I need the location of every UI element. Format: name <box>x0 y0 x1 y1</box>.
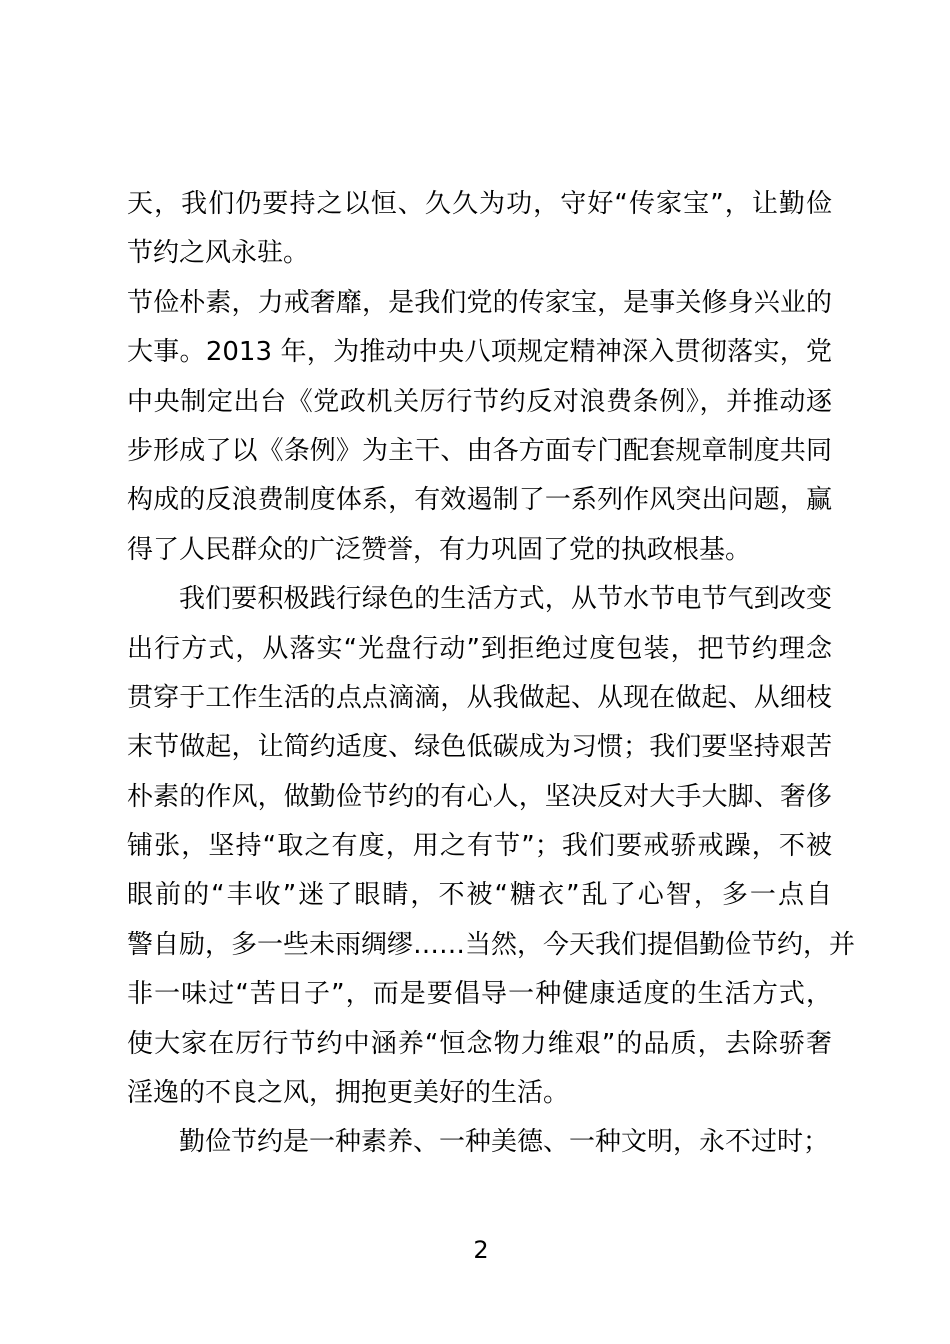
text-line: 中央制定出台《党政机关厉行节约反对浪费条例》，并推动逐 <box>127 386 832 417</box>
page-number-value: 2 <box>473 1236 489 1264</box>
text-line: 使大家在厉行节约中涵养“恒念物力维艰”的品质，去除骄奢 <box>127 1028 832 1059</box>
text-line: 步形成了以《条例》为主干、由各方面专门配套规章制度共同 <box>127 435 832 466</box>
body-text <box>127 180 856 1168</box>
text-line: 得了人民群众的广泛赞誉，有力巩固了党的执政根基。 <box>127 534 752 565</box>
text-line: 淫逸的不良之风，拥抱更美好的生活。 <box>127 1078 570 1109</box>
text-line: 我们要积极践行绿色的生活方式，从节水节电节气到改变 <box>179 584 832 615</box>
text-line: 天，我们仍要持之以恒、久久为功，守好“传家宝”，让勤俭 <box>127 189 832 219</box>
text-line: 勤俭节约是一种素养、一种美德、一种文明，永不过时； <box>179 1127 830 1158</box>
text-line: 朴素的作风，做勤俭节约的有心人，坚决反对大手大脚、奢侈 <box>127 781 832 812</box>
text-line: 节约之风永驻。 <box>127 238 310 269</box>
text-line: 警自励，多一些未雨绸缪……当然，今天我们提倡勤俭节约，并 <box>127 929 856 960</box>
text-line: 大事。2013 年，为推动中央八项规定精神深入贯彻落实，党 <box>127 337 832 368</box>
text-line: 构成的反浪费制度体系，有效遏制了一系列作风突出问题，赢 <box>127 485 832 516</box>
text-line: 铺张，坚持“取之有度，用之有节”；我们要戒骄戒躁，不被 <box>127 831 832 862</box>
text-line: 贯穿于工作生活的点点滴滴，从我做起、从现在做起、从细枝 <box>127 682 832 713</box>
text-line: 眼前的“丰收”迷了眼睛，不被“糖衣”乱了心智，多一点自 <box>127 880 832 911</box>
text-line: 末节做起，让简约适度、绿色低碳成为习惯；我们要坚持艰苦 <box>127 732 832 763</box>
text-line: 非一味过“苦日子”，而是要倡导一种健康适度的生活方式， <box>127 979 832 1010</box>
text-line: 节俭朴素，力戒奢靡，是我们党的传家宝，是事关修身兴业的 <box>127 287 832 318</box>
page-number <box>0 1235 950 1265</box>
text-line: 出行方式，从落实“光盘行动”到拒绝过度包装，把节约理念 <box>127 633 832 664</box>
